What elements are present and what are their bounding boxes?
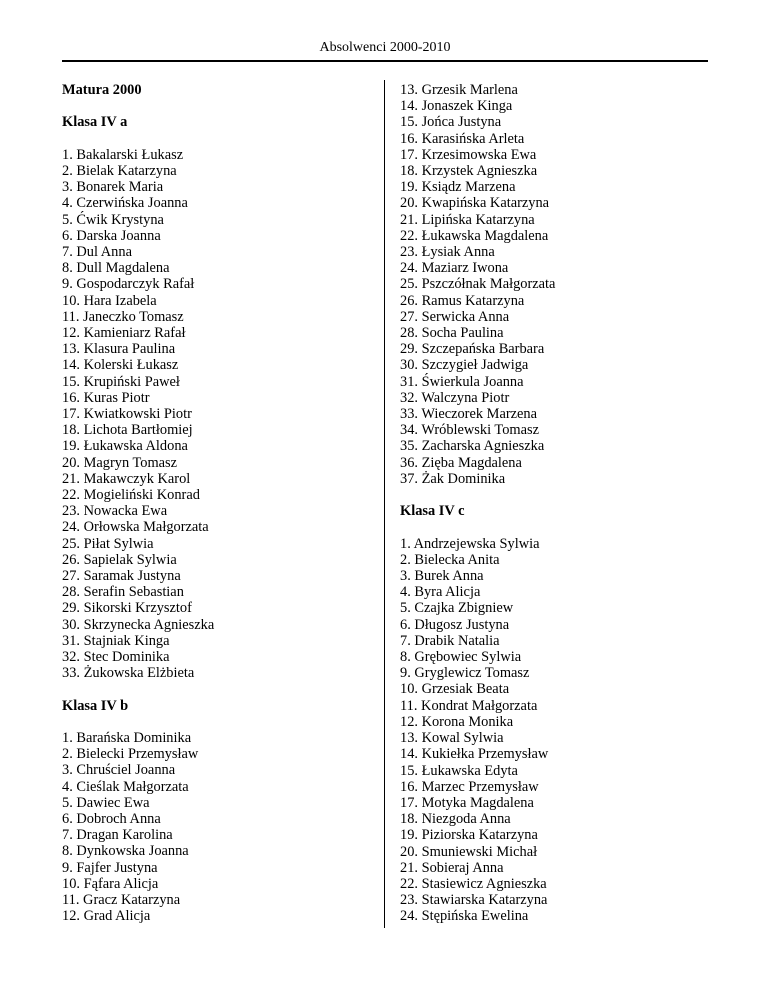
list-item: 9. Gospodarczyk Rafał xyxy=(62,276,195,293)
list-item: 4. Cieślak Małgorzata xyxy=(62,778,189,795)
list-item: 12. Grad Alicja xyxy=(62,908,151,925)
list-item: 22. Łukawska Magdalena xyxy=(400,227,549,244)
list-item: 27. Saramak Justyna xyxy=(62,568,181,585)
list-item: 14. Jonaszek Kinga xyxy=(400,98,513,115)
list-item: 37. Żak Dominika xyxy=(400,470,506,487)
list-item: 3. Bonarek Maria xyxy=(62,179,164,196)
header-rule xyxy=(62,60,708,62)
section-heading-matura: Matura 2000 xyxy=(62,82,142,98)
list-item: 30. Szczygieł Jadwiga xyxy=(400,357,529,374)
list-item: 31. Świerkula Joanna xyxy=(400,373,524,390)
list-item: 12. Korona Monika xyxy=(400,713,514,730)
list-item: 22. Stasiewicz Agnieszka xyxy=(400,875,547,892)
list-item: 16. Marzec Przemysław xyxy=(400,778,539,795)
list-item: 11. Kondrat Małgorzata xyxy=(400,697,538,714)
class-heading-iv-b: Klasa IV b xyxy=(62,697,129,714)
list-item: 14. Kolerski Łukasz xyxy=(62,357,179,374)
list-item: 3. Burek Anna xyxy=(400,568,484,585)
list-item: 21. Makawczyk Karol xyxy=(62,470,191,487)
list-item: 2. Bielecki Przemysław xyxy=(62,746,199,763)
list-item: 8. Dynkowska Joanna xyxy=(62,843,189,860)
list-item: 4. Czerwińska Joanna xyxy=(62,195,188,212)
list-item: 4. Byra Alicja xyxy=(400,584,481,601)
list-item: 25. Piłat Sylwia xyxy=(62,535,154,552)
page-title: Absolwenci 2000-2010 xyxy=(319,40,451,55)
student-list-iv-c xyxy=(400,536,700,925)
list-item: 22. Mogieliński Konrad xyxy=(62,487,200,504)
list-item: 10. Fąfara Alicja xyxy=(62,875,159,892)
list-item: 21. Lipińska Katarzyna xyxy=(400,211,535,228)
list-item: 10. Hara Izabela xyxy=(62,292,157,309)
list-item: 7. Dul Anna xyxy=(62,244,132,260)
list-item: 5. Ćwik Krystyna xyxy=(62,211,164,228)
class-heading-iv-c: Klasa IV c xyxy=(400,503,465,520)
list-item: 23. Nowacka Ewa xyxy=(62,503,168,520)
list-item: 1. Bakalarski Łukasz xyxy=(62,146,184,163)
list-item: 24. Maziarz Iwona xyxy=(400,260,509,277)
list-item: 1. Barańska Dominika xyxy=(62,730,192,747)
list-item: 32. Stec Dominika xyxy=(62,649,170,666)
list-item: 10. Grzesiak Beata xyxy=(400,681,510,698)
student-list-iv-a xyxy=(62,147,372,682)
list-item: 28. Serafin Sebastian xyxy=(62,584,184,601)
list-item: 9. Fajfer Justyna xyxy=(62,859,158,876)
list-item: 8. Dull Magdalena xyxy=(62,260,170,277)
list-item: 3. Chruściel Joanna xyxy=(62,762,176,779)
list-item: 15. Krupiński Paweł xyxy=(62,373,180,390)
list-item: 23. Stawiarska Katarzyna xyxy=(400,892,548,909)
list-item: 18. Krzystek Agnieszka xyxy=(400,163,538,180)
list-item: 5. Czajka Zbigniew xyxy=(400,600,514,617)
list-item: 20. Smuniewski Michał xyxy=(400,843,538,860)
list-item: 15. Łukawska Edyta xyxy=(400,762,518,779)
list-item: 36. Zięba Magdalena xyxy=(400,454,522,471)
list-item: 27. Serwicka Anna xyxy=(400,308,510,325)
list-item: 24. Stępińska Ewelina xyxy=(400,908,529,925)
list-item: 9. Gryglewicz Tomasz xyxy=(400,665,530,682)
list-item: 21. Sobieraj Anna xyxy=(400,859,504,876)
list-item: 19. Piziorska Katarzyna xyxy=(400,827,538,844)
list-item: 23. Łysiak Anna xyxy=(400,244,495,261)
list-item: 29. Sikorski Krzysztof xyxy=(62,600,192,617)
list-item: 16. Kuras Piotr xyxy=(62,389,150,406)
list-item: 18. Lichota Bartłomiej xyxy=(62,422,193,439)
list-item: 32. Walczyna Piotr xyxy=(400,389,510,406)
list-item: 6. Długosz Justyna xyxy=(400,616,510,633)
list-item: 1. Andrzejewska Sylwia xyxy=(400,535,540,552)
left-column xyxy=(62,82,372,925)
list-item: 7. Dragan Karolina xyxy=(62,827,173,844)
list-item: 29. Szczepańska Barbara xyxy=(400,341,545,358)
class-heading-iv-a: Klasa IV a xyxy=(62,114,128,131)
list-item: 15. Jońca Justyna xyxy=(400,114,502,131)
list-item: 19. Ksiądz Marzena xyxy=(400,179,516,196)
list-item: 26. Ramus Katarzyna xyxy=(400,292,525,309)
list-item: 25. Pszczółnak Małgorzata xyxy=(400,276,556,293)
list-item: 2. Bielak Katarzyna xyxy=(62,162,177,179)
list-item: 31. Stajniak Kinga xyxy=(62,632,170,649)
list-item: 33. Żukowska Elżbieta xyxy=(62,665,195,682)
list-item: 17. Motyka Magdalena xyxy=(400,794,534,811)
list-item: 14. Kukiełka Przemysław xyxy=(400,746,549,763)
student-list-iv-b-continued xyxy=(400,82,700,487)
list-item: 35. Zacharska Agnieszka xyxy=(400,438,545,455)
list-item: 13. Klasura Paulina xyxy=(62,341,176,358)
list-item: 26. Sapielak Sylwia xyxy=(62,551,177,568)
right-column xyxy=(400,82,700,925)
list-item: 19. Łukawska Aldona xyxy=(62,438,188,455)
list-item: 16. Karasińska Arleta xyxy=(400,130,525,147)
list-item: 18. Niezgoda Anna xyxy=(400,811,511,828)
list-item: 24. Orłowska Małgorzata xyxy=(62,519,209,536)
list-item: 30. Skrzynecka Agnieszka xyxy=(62,616,215,633)
list-item: 2. Bielecka Anita xyxy=(400,551,500,568)
list-item: 13. Grzesik Marlena xyxy=(400,82,518,98)
list-item: 20. Kwapińska Katarzyna xyxy=(400,195,550,212)
list-item: 6. Darska Joanna xyxy=(62,227,161,244)
list-item: 28. Socha Paulina xyxy=(400,325,504,342)
list-item: 5. Dawiec Ewa xyxy=(62,794,150,811)
list-item: 20. Magryn Tomasz xyxy=(62,454,178,471)
list-item: 7. Drabik Natalia xyxy=(400,632,500,649)
list-item: 33. Wieczorek Marzena xyxy=(400,406,537,423)
list-item: 13. Kowal Sylwia xyxy=(400,730,504,747)
list-item: 12. Kamieniarz Rafał xyxy=(62,325,186,342)
list-item: 8. Grębowiec Sylwia xyxy=(400,649,522,666)
list-item: 11. Janeczko Tomasz xyxy=(62,308,184,325)
list-item: 6. Dobroch Anna xyxy=(62,811,161,828)
list-item: 17. Krzesimowska Ewa xyxy=(400,146,537,163)
column-divider xyxy=(384,80,385,928)
student-list-iv-b xyxy=(62,730,372,924)
list-item: 34. Wróblewski Tomasz xyxy=(400,422,539,439)
list-item: 11. Gracz Katarzyna xyxy=(62,892,181,909)
list-item: 17. Kwiatkowski Piotr xyxy=(62,406,192,423)
